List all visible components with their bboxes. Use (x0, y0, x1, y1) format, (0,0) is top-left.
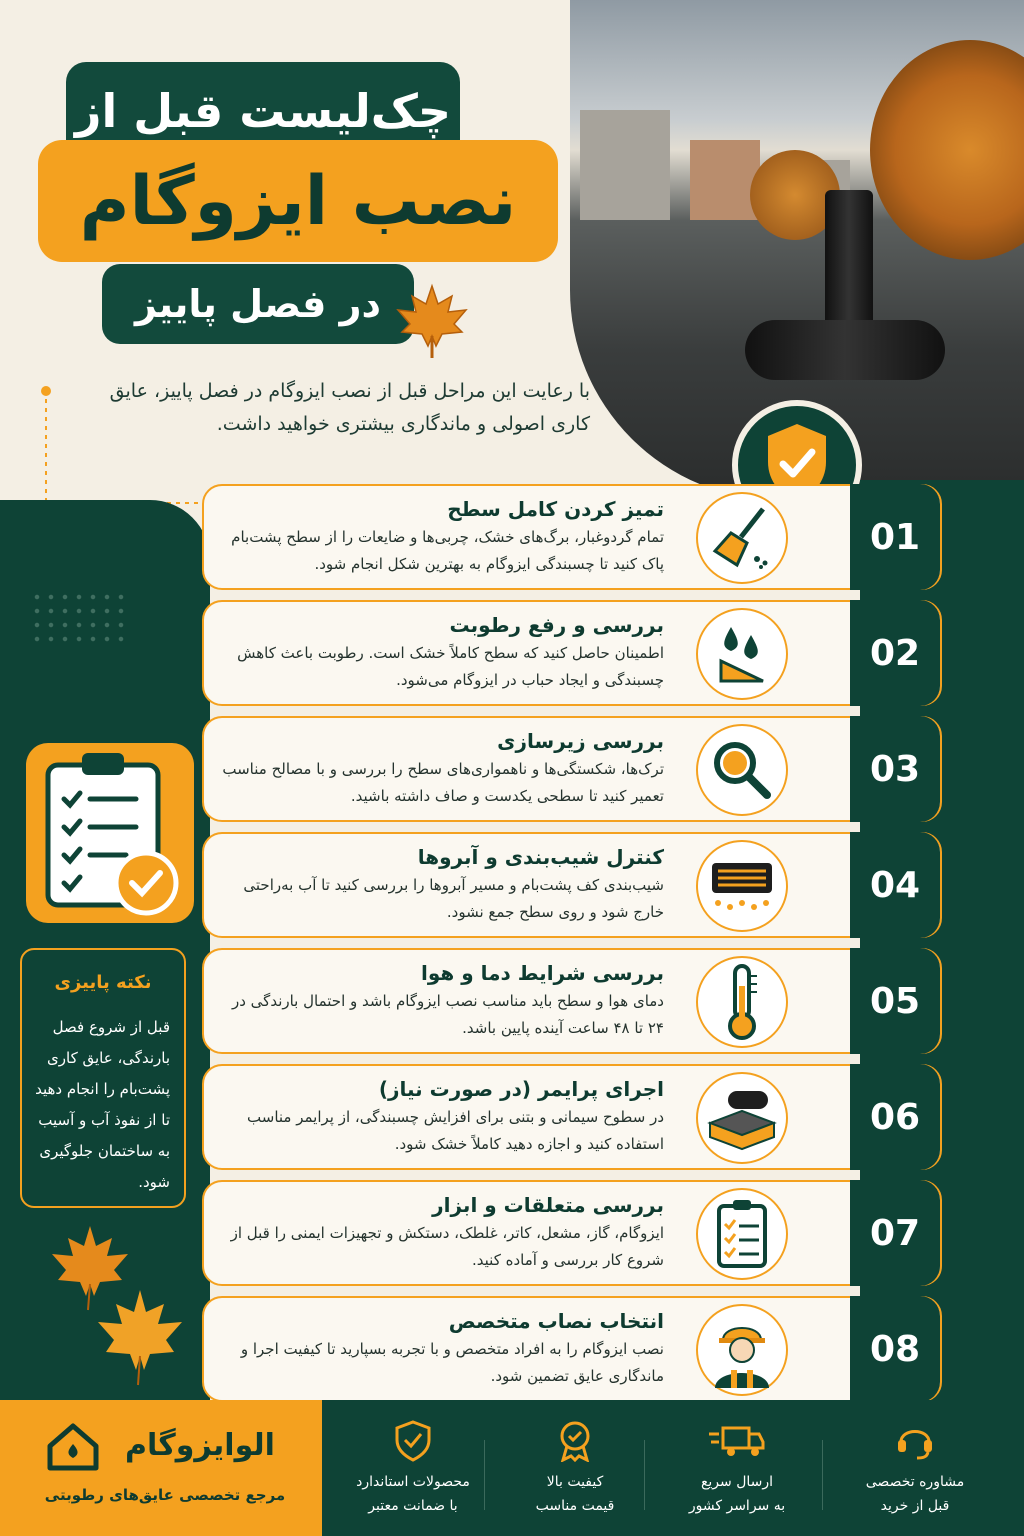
feature-line2: قبل از خرید (880, 1498, 950, 1514)
drain-icon (696, 840, 788, 932)
step-row-05 (202, 948, 942, 1054)
step-number: 06 (850, 1064, 940, 1170)
step-desc: اطمینان حاصل کنید که سطح کاملاً خشک است. رطوبت باعث کاهش چسبندگی و ایجاد حباب در ایزوگام می‌شود. (237, 644, 664, 689)
brand-tagline: مرجع تخصصی عایق‌های رطوبتی (44, 1486, 286, 1504)
step-row-07 (202, 1180, 942, 1286)
headset-icon (893, 1418, 937, 1462)
divider (822, 1440, 823, 1510)
step-number: 03 (850, 716, 940, 822)
step-number: 05 (850, 948, 940, 1054)
magnifier-icon (696, 724, 788, 816)
step-desc: شیب‌بندی کف پشت‌بام و مسیر آبروها را بررسی کنید تا آب به‌راحتی خارج شود و روی سطح جمع نشود. (243, 876, 664, 921)
step-desc: دمای هوا و سطح باید مناسب نصب ایزوگام باشد و احتمال بارندگی در ۲۴ تا ۴۸ ساعت آینده پایین باشد. (231, 992, 664, 1037)
step-desc: در سطوح سیمانی و بتنی برای افزایش چسبندگی، از پرایمر مناسب استفاده کنید و اجازه دهید کاملاً خشک شود. (247, 1108, 664, 1153)
step-desc: تمام گردوغبار، برگ‌های خشک، چربی‌ها و ضایعات را از سطح پشت‌بام پاک کنید تا چسبندگی ایزوگام به بهترین شکل انجام شود. (231, 528, 664, 573)
feature-line1: ارسال سریع (700, 1474, 774, 1490)
step-row-08 (202, 1296, 942, 1402)
step-number: 02 (850, 600, 940, 706)
dot-pattern (30, 590, 130, 650)
brand-block (0, 1400, 322, 1536)
step-desc: ترک‌ها، شکستگی‌ها و ناهمواری‌های سطح را بررسی و با مصالح مناسب تعمیر کنید تا سطحی یکدست و صاف داشته باشید. (222, 760, 664, 805)
brand-house-icon (46, 1422, 100, 1472)
shield-check-icon (391, 1418, 435, 1462)
feature-standard (328, 1412, 498, 1522)
step-row-01 (202, 484, 942, 590)
step-number: 01 (850, 484, 940, 590)
checklist-card (26, 743, 194, 923)
feature-line1: محصولات استاندارد (356, 1474, 470, 1490)
clipboard-icon (696, 1188, 788, 1280)
broom-icon (696, 492, 788, 584)
clipboard-icon (26, 743, 194, 923)
truck-icon (707, 1418, 767, 1462)
autumn-tip-box (20, 948, 186, 1208)
step-number: 08 (850, 1296, 940, 1402)
feature-line1: مشاوره تخصصی (865, 1474, 965, 1490)
step-title: بررسی شرایط دما و هوا (421, 961, 664, 985)
step-row-03 (202, 716, 942, 822)
step-title: تمیز کردن کامل سطح (447, 497, 664, 521)
feature-line2: قیمت مناسب (535, 1498, 615, 1514)
step-number: 04 (850, 832, 940, 938)
step-title: بررسی زیرسازی (497, 729, 664, 753)
step-number: 07 (850, 1180, 940, 1286)
step-title: کنترل شیب‌بندی و آبروها (417, 845, 664, 869)
thermometer-icon (696, 956, 788, 1048)
step-desc: نصب ایزوگام را به افراد متخصص و با تجربه بسپارید تا کیفیت اجرا و ماندگاری عایق تضمین شود. (240, 1340, 664, 1385)
medal-icon (553, 1418, 597, 1462)
autumn-leaves-icon (40, 1220, 190, 1390)
feature-shipping (652, 1412, 822, 1522)
feature-line2: با ضمانت معتبر (368, 1498, 458, 1514)
step-row-04 (202, 832, 942, 938)
worker-icon (696, 1304, 788, 1396)
step-title: بررسی و رفع رطوبت (449, 613, 664, 637)
dotted-connector (40, 385, 220, 515)
title-line-3: در فصل پاییز (102, 264, 414, 344)
intro-text: با رعایت این مراحل قبل از نصب ایزوگام در فصل پاییز، عایق کاری اصولی و ماندگاری بیشتری خواهید داشت. (109, 380, 590, 435)
water-drops-icon (696, 608, 788, 700)
step-title: انتخاب نصاب متخصص (448, 1309, 664, 1333)
feature-quality (490, 1412, 660, 1522)
step-row-06 (202, 1064, 942, 1170)
step-desc: ایزوگام، گاز، مشعل، کاتر، غلطک، دستکش و تجهیزات ایمنی را قبل از شروع کار بررسی و آماده کنید. (230, 1224, 664, 1269)
tip-title: نکته پاییزی (54, 972, 152, 993)
step-title: اجرای پرایمر (در صورت نیاز) (378, 1077, 664, 1101)
primer-roll-icon (696, 1072, 788, 1164)
step-row-02 (202, 600, 942, 706)
step-title: بررسی متعلقات و ابزار (432, 1193, 664, 1217)
tip-text: قبل از شروع فصل بارندگی، عایق کاری پشت‌بام را انجام دهید تا از نفوذ آب و آسیب به ساختمان جلوگیری شود. (35, 1018, 170, 1191)
feature-line2: به سراسر کشور (688, 1498, 786, 1514)
title-line-2: نصب ایزوگام (38, 140, 558, 262)
feature-line1: کیفیت بالا (546, 1474, 604, 1490)
brand-name: الوایزوگام (125, 1428, 275, 1463)
feature-consulting (830, 1412, 1000, 1522)
title-line-1: چک‌لیست قبل از (66, 62, 460, 160)
maple-leaf-icon (392, 280, 472, 360)
